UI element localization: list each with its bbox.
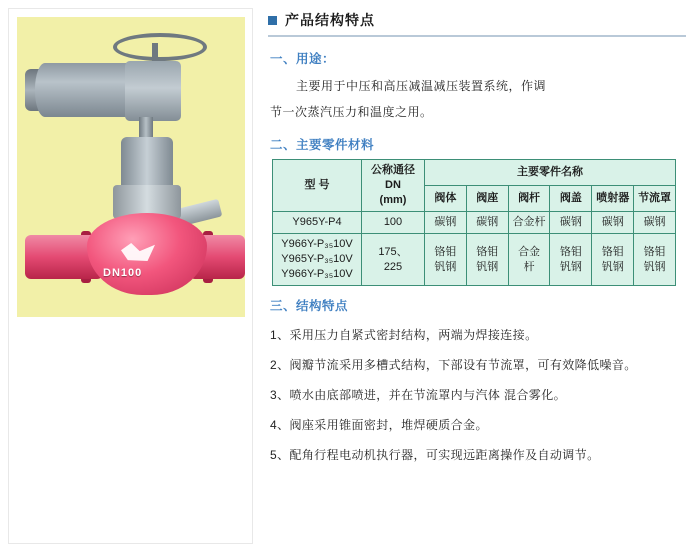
seat-line-1: 铬钼 <box>476 245 499 258</box>
cell-seat-1: 碳钢 <box>466 212 508 234</box>
model-line-3: Y966Y-P₃₅10V <box>281 268 353 280</box>
seat-line-2: 钒钢 <box>476 260 499 273</box>
model-line-2: Y965Y-P₃₅10V <box>281 253 353 265</box>
feature-item-5: 5、配角行程电动机执行器，可实现远距离操作及自动调节。 <box>270 448 600 462</box>
section-heading-usage: 一、用途： <box>270 52 336 66</box>
th-parts-group: 主要零件名称 <box>425 160 676 186</box>
table-row <box>273 234 676 286</box>
actuator-control-box <box>125 61 181 121</box>
materials-table <box>272 159 676 286</box>
bullet-square-icon <box>268 16 277 25</box>
cell-stem-1: 合金杆 <box>508 212 550 234</box>
th-part-bonnet: 阀盖 <box>550 186 592 212</box>
cell-body-1: 碳钢 <box>425 212 467 234</box>
injector-line-2: 钒钢 <box>601 260 624 273</box>
usage-paragraph-2: 节一次蒸汽压力和温度之用。 <box>270 105 433 119</box>
th-dn-line1: 公称通径 <box>371 164 415 176</box>
page-title <box>268 10 686 37</box>
product-photo <box>17 17 245 317</box>
bonnet-line-2: 钒钢 <box>559 260 582 273</box>
cell-dn-1: 100 <box>362 212 425 234</box>
th-part-body: 阀体 <box>425 186 467 212</box>
cell-throttle-1: 碳钢 <box>634 212 676 234</box>
th-part-stem: 阀杆 <box>508 186 550 212</box>
cell-model-2 <box>273 234 362 286</box>
cell-bonnet-2 <box>550 234 592 286</box>
th-part-throttle-cover: 节流罩 <box>634 186 676 212</box>
product-image-panel <box>8 8 253 544</box>
th-dn-line3: (mm) <box>379 194 407 206</box>
page-title-text: 产品结构特点 <box>285 12 375 28</box>
model-line-1: Y966Y-P₃₅10V <box>281 238 353 250</box>
valve-illustration <box>17 17 245 317</box>
th-dn-line2: DN <box>385 179 401 191</box>
section-heading-features: 三、结构特点 <box>270 299 349 313</box>
th-part-seat: 阀座 <box>466 186 508 212</box>
section-heading-materials: 二、主要零件材料 <box>270 138 375 152</box>
cell-dn-2 <box>362 234 425 286</box>
dn-line-1: 175、 <box>378 245 408 258</box>
body-line-1: 铬钼 <box>434 245 457 258</box>
feature-item-1: 1、采用压力自紧式密封结构，两端为焊接连接。 <box>270 328 538 342</box>
cell-body-2 <box>425 234 467 286</box>
cell-stem-2 <box>508 234 550 286</box>
stem-line-2: 杆 <box>523 260 535 273</box>
cell-throttle-2 <box>634 234 676 286</box>
cell-injector-1: 碳钢 <box>592 212 634 234</box>
product-size-label: DN100 <box>103 267 143 279</box>
cell-seat-2 <box>466 234 508 286</box>
stem-line-1: 合金 <box>518 245 541 258</box>
dn-line-2: 225 <box>383 260 403 273</box>
cell-injector-2 <box>592 234 634 286</box>
usage-paragraph-1: 主要用于中压和高压减温减压装置系统，作调 <box>296 79 547 93</box>
bonnet-line-1: 铬钼 <box>559 245 582 258</box>
content-column <box>268 10 686 470</box>
th-part-injector: 喷射器 <box>592 186 634 212</box>
body-line-2: 钒钢 <box>434 260 457 273</box>
cell-bonnet-1: 碳钢 <box>550 212 592 234</box>
feature-item-4: 4、阀座采用锥面密封，堆焊硬质合金。 <box>270 418 488 432</box>
th-dn <box>362 160 425 212</box>
cell-model-1: Y965Y-P4 <box>273 212 362 234</box>
injector-line-1: 铬钼 <box>601 245 624 258</box>
th-model: 型 号 <box>273 160 362 212</box>
table-header-row-1 <box>273 160 676 186</box>
throttle-line-1: 铬钼 <box>643 245 666 258</box>
handwheel-icon <box>113 33 207 61</box>
table-row <box>273 212 676 234</box>
feature-item-2: 2、阀瓣节流采用多槽式结构，下部设有节流罩，可有效降低噪音。 <box>270 358 637 372</box>
throttle-line-2: 钒钢 <box>643 260 666 273</box>
feature-item-3: 3、喷水由底部喷进，并在节流罩内与汽体 混合雾化。 <box>270 388 567 402</box>
